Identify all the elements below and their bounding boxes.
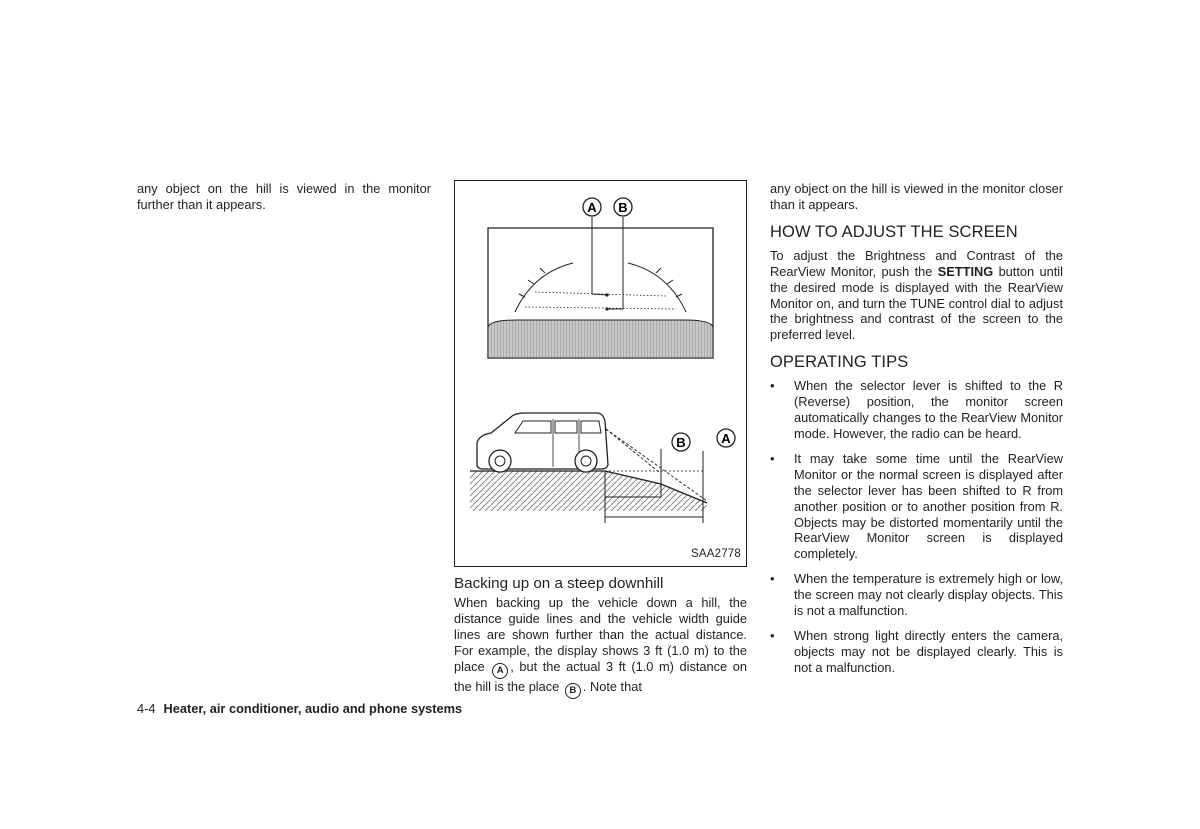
figure-illustration <box>455 181 746 566</box>
left-column <box>137 181 431 213</box>
downhill-text-part1: When backing up the vehicle down a hill, the distance guide lines and the vehicle width guide lines are shown further than the actual distance. For example, the display shows 3 ft (1.0 m) to the place <box>454 595 747 674</box>
downhill-text-part2: , but the actual 3 ft (1.0 m) distance on the hill is the place <box>454 658 747 694</box>
tip-item: • When the temperature is extremely high or low, the screen may not clearly display objects. This is not a malfunction. <box>770 571 1063 619</box>
page-footer <box>137 701 462 717</box>
downhill-text-part3: . Note that <box>582 678 642 694</box>
adjust-paragraph <box>770 248 1063 343</box>
right-column <box>770 181 1063 685</box>
downhill-paragraph <box>454 595 747 699</box>
section-heading-adjust: HOW TO ADJUST THE SCREEN <box>770 222 1018 241</box>
adjust-text-before: To adjust the Brightness and Contrast of the RearView Monitor, push the <box>770 247 1063 279</box>
downhill-side-view-illustration <box>470 413 735 523</box>
section-heading-tips: OPERATING TIPS <box>770 353 909 372</box>
marker-b-side-label: B <box>676 435 686 450</box>
inline-marker-a: A <box>492 663 508 679</box>
monitor-screen-illustration <box>488 198 713 358</box>
tips-list <box>770 378 1063 675</box>
marker-a-top-label: A <box>587 200 597 215</box>
marker-a-side-label: A <box>721 431 731 446</box>
tip-item: • When strong light directly enters the camera, objects may not be displayed clearly. This is not a malfunction. <box>770 628 1063 676</box>
marker-b-top-label: B <box>618 200 628 215</box>
continued-paragraph-right: any object on the hill is viewed in the monitor closer than it appears. <box>770 181 1063 212</box>
middle-column <box>454 180 747 699</box>
inline-marker-b: B <box>565 683 581 699</box>
rearview-monitor-figure <box>454 180 747 567</box>
figure-id: SAA2778 <box>691 548 741 561</box>
adjust-text-after: button until the desired mode is displayed with the RearView Monitor on, and turn the TUNE control dial to adjust the brightness and contrast of the screen to the preferred level. <box>770 263 1063 343</box>
tip-item: • When the selector lever is shifted to the R (Reverse) position, the monitor screen automatically changes to the RearView Monitor mode. However, the radio can be heard. <box>770 378 1063 442</box>
section-heading-downhill: Backing up on a steep downhill <box>454 575 664 592</box>
continued-paragraph: any object on the hill is viewed in the monitor further than it appears. <box>137 181 431 212</box>
tip-item: • It may take some time until the RearView Monitor or the normal screen is displayed after the selector lever has been shifted to R from another position or to another position from R. Objects may be distorted momentarily until the RearView Monitor screen is displayed completely. <box>770 451 1063 562</box>
setting-button-name: SETTING <box>937 263 994 279</box>
page-number: 4-4 <box>137 701 156 716</box>
section-title: Heater, air conditioner, audio and phone systems <box>163 701 463 716</box>
